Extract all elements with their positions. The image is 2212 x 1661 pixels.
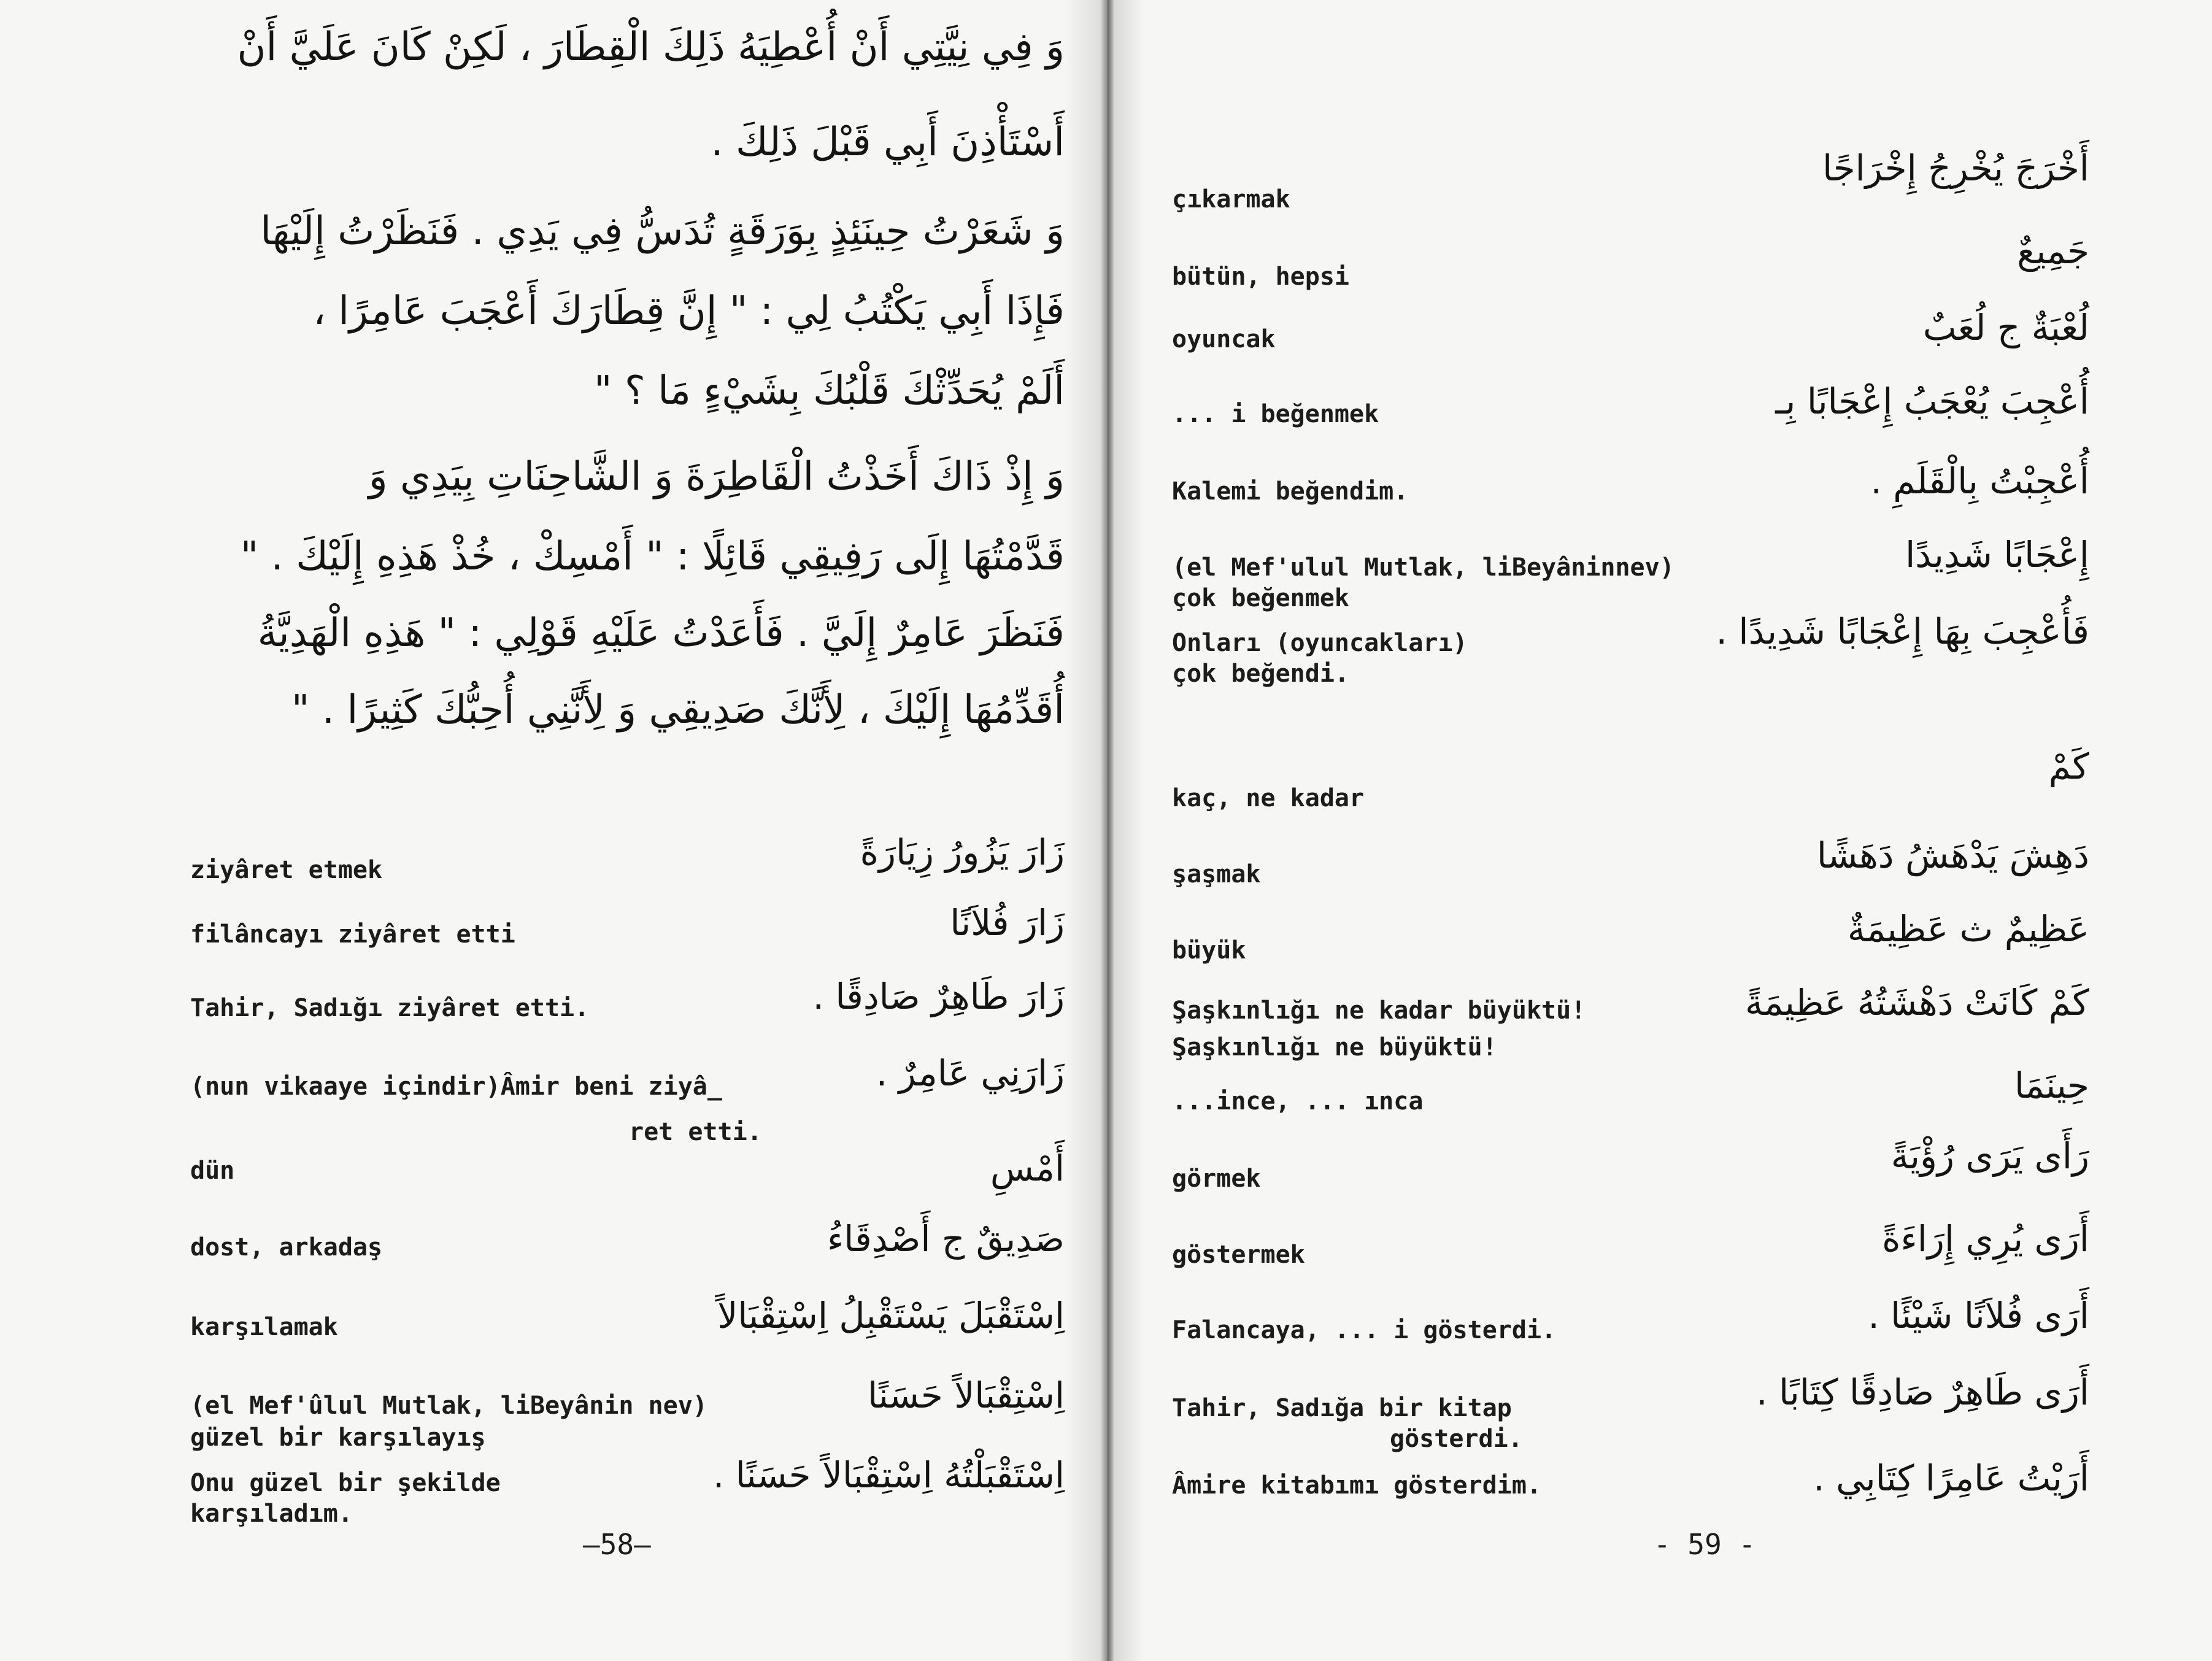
vocab-turkish: güzel bir karşılayış xyxy=(190,1424,486,1452)
passage-line: أُقَدِّمُهَا إِلَيْكَ ، لِأَنَّكَ صَدِيقِي وَ لِأَنَّنِي أُحِبُّكَ كَثِيرًا . " xyxy=(291,687,1065,733)
vocab-turkish: dost, arkadaş xyxy=(190,1233,383,1262)
vocab-arabic: زَارَ يَزُورُ زِيَارَةً xyxy=(860,831,1065,873)
vocab-arabic: زَارَ فُلاَنًا xyxy=(950,902,1065,944)
vocab-turkish: göstermek xyxy=(1172,1241,1305,1269)
vocab-turkish: filâncayı ziyâret etti xyxy=(190,920,515,949)
passage-line: وَ إِذْ ذَاكَ أَخَذْتُ الْقَاطِرَةَ وَ الشَّاحِنَاتِ بِيَدِي وَ xyxy=(368,454,1065,499)
vocab-turkish: Tahir, Sadığa bir kitap xyxy=(1172,1394,1512,1422)
passage-line: فَنَظَرَ عَامِرٌ إِلَيَّ . فَأَعَدْتُ عَلَيْهِ قَوْلِي : " هَذِهِ الْهَدِيَّةُ xyxy=(257,611,1065,656)
vocab-turkish: Falancaya, ... i gösterdi. xyxy=(1172,1316,1557,1344)
vocab-turkish: çok beğendi. xyxy=(1172,660,1349,688)
vocab-turkish: bütün, hepsi xyxy=(1172,263,1349,291)
vocab-arabic: اِسْتِقْبَالاً حَسَنًا xyxy=(867,1374,1065,1416)
book-gutter xyxy=(1101,0,1114,1661)
vocab-turkish: çok beğenmek xyxy=(1172,584,1349,612)
vocab-arabic: أَمْسِ xyxy=(990,1147,1065,1189)
vocab-arabic: إِعْجَابًا شَدِيدًا xyxy=(1905,534,2089,576)
vocab-arabic: أَرَى طَاهِرٌ صَادِقًا كِتَابًا . xyxy=(1756,1371,2089,1413)
vocab-turkish: ...ince, ... ınca xyxy=(1172,1087,1424,1116)
vocab-arabic: جَمِيعٌ xyxy=(2017,230,2089,272)
passage-line: قَدَّمْتُهَا إِلَى رَفِيقِي قَائِلًا : " أَمْسِكْ ، خُذْ هَذِهِ إِلَيْكَ . " xyxy=(240,534,1065,579)
vocab-arabic: دَهِشَ يَدْهَشُ دَهَشًا xyxy=(1816,834,2089,876)
vocab-turkish: (el Mef'ûlul Mutlak, liBeyânin nev) xyxy=(190,1392,707,1420)
page-number: - 59 - xyxy=(1654,1528,1756,1561)
vocab-turkish: Şaşkınlığı ne kadar büyüktü! xyxy=(1172,996,1586,1025)
vocab-arabic: صَدِيقٌ ج أَصْدِقَاءُ xyxy=(827,1218,1065,1260)
vocab-arabic: عَظِيمٌ ث عَظِيمَةٌ xyxy=(1847,908,2089,950)
vocab-arabic: رَأَى يَرَى رُؤْيَةً xyxy=(1890,1135,2089,1177)
vocab-arabic: كَمْ xyxy=(2048,746,2089,787)
vocab-arabic: أَرَى فُلاَنًا شَيْئًا . xyxy=(1868,1295,2089,1336)
vocab-turkish: Onu güzel bir şekilde xyxy=(190,1469,501,1497)
vocab-arabic: كَمْ كَانَتْ دَهْشَتُهُ عَظِيمَةً xyxy=(1745,982,2089,1023)
vocab-arabic: أَرَى يُرِي إِرَاءَةً xyxy=(1882,1218,2089,1260)
vocab-arabic: لُعْبَةٌ ج لُعَبٌ xyxy=(1922,307,2089,349)
vocab-arabic: أُعْجِبْتُ بِالْقَلَمِ . xyxy=(1870,460,2089,502)
passage-line: وَ فِي نِيَّتِي أَنْ أُعْطِيَهُ ذَلِكَ الْقِطَارَ ، لَكِنْ كَانَ عَلَيَّ أَنْ xyxy=(237,25,1065,70)
vocab-turkish: ret etti. xyxy=(629,1118,762,1146)
page-number: —58— xyxy=(583,1528,651,1561)
passage-line: أَسْتَأْذِنَ أَبِي قَبْلَ ذَلِكَ . xyxy=(711,120,1065,165)
passage-line: فَإِذَا أَبِي يَكْتُبُ لِي : " إِنَّ قِطَارَكَ أَعْجَبَ عَامِرًا ، xyxy=(313,288,1065,334)
vocab-arabic: زَارَ طَاهِرٌ صَادِقًا . xyxy=(812,976,1065,1017)
vocab-turkish: ziyâret etmek xyxy=(190,856,383,884)
vocab-turkish: şaşmak xyxy=(1172,860,1261,888)
vocab-turkish: gösterdi. xyxy=(1390,1425,1523,1453)
vocab-turkish: (nun vikaaye içindir)Âmir beni ziyâ_ xyxy=(190,1073,722,1101)
vocab-arabic: أَخْرَجَ يُخْرِجُ إِخْرَاجًا xyxy=(1822,147,2089,189)
left-page xyxy=(0,0,1101,1661)
vocab-turkish: çıkarmak xyxy=(1172,185,1290,214)
vocab-arabic: أُعْجِبَ يُعْجَبُ إِعْجَابًا بِـ xyxy=(1775,380,2089,422)
vocab-turkish: karşıladım. xyxy=(190,1500,353,1528)
vocab-arabic: اِسْتَقْبَلْتُهُ اِسْتِقْبَالاً حَسَنًا . xyxy=(712,1454,1065,1496)
vocab-turkish: Tahir, Sadığı ziyâret etti. xyxy=(190,994,590,1022)
vocab-turkish: Şaşkınlığı ne büyüktü! xyxy=(1172,1033,1497,1062)
vocab-arabic: أَرَيْتُ عَامِرًا كِتَابِي . xyxy=(1813,1457,2089,1499)
passage-line: وَ شَعَرْتُ حِينَئِذٍ بِوَرَقَةٍ تُدَسُّ فِي يَدِي . فَنَظَرْتُ إِلَيْهَا xyxy=(260,209,1065,254)
vocab-turkish: büyük xyxy=(1172,936,1246,965)
vocab-turkish: dün xyxy=(190,1157,235,1185)
vocab-turkish: Âmire kitabımı gösterdim. xyxy=(1172,1471,1542,1500)
vocab-turkish: ... i beğenmek xyxy=(1172,400,1379,428)
vocab-turkish: Onları (oyuncakları) xyxy=(1172,629,1468,657)
vocab-arabic: فَأُعْجِبَ بِهَا إِعْجَابًا شَدِيدًا . xyxy=(1716,611,2089,652)
vocab-arabic: حِينَمَا xyxy=(2014,1065,2089,1106)
vocab-arabic: زَارَنِي عَامِرٌ . xyxy=(876,1052,1065,1094)
vocab-turkish: oyuncak xyxy=(1172,325,1276,353)
vocab-turkish: (el Mef'ulul Mutlak, liBeyâninnev) xyxy=(1172,553,1674,582)
vocab-turkish: görmek xyxy=(1172,1165,1261,1193)
passage-line: أَلَمْ يُحَدِّثْكَ قَلْبُكَ بِشَيْءٍ مَا ؟ " xyxy=(594,368,1065,414)
vocab-turkish: Kalemi beğendim. xyxy=(1172,477,1409,506)
vocab-turkish: karşılamak xyxy=(190,1313,338,1341)
vocab-turkish: kaç, ne kadar xyxy=(1172,784,1365,812)
vocab-arabic: اِسْتَقْبَلَ يَسْتَقْبِلُ اِسْتِقْبَالاً xyxy=(717,1295,1065,1336)
